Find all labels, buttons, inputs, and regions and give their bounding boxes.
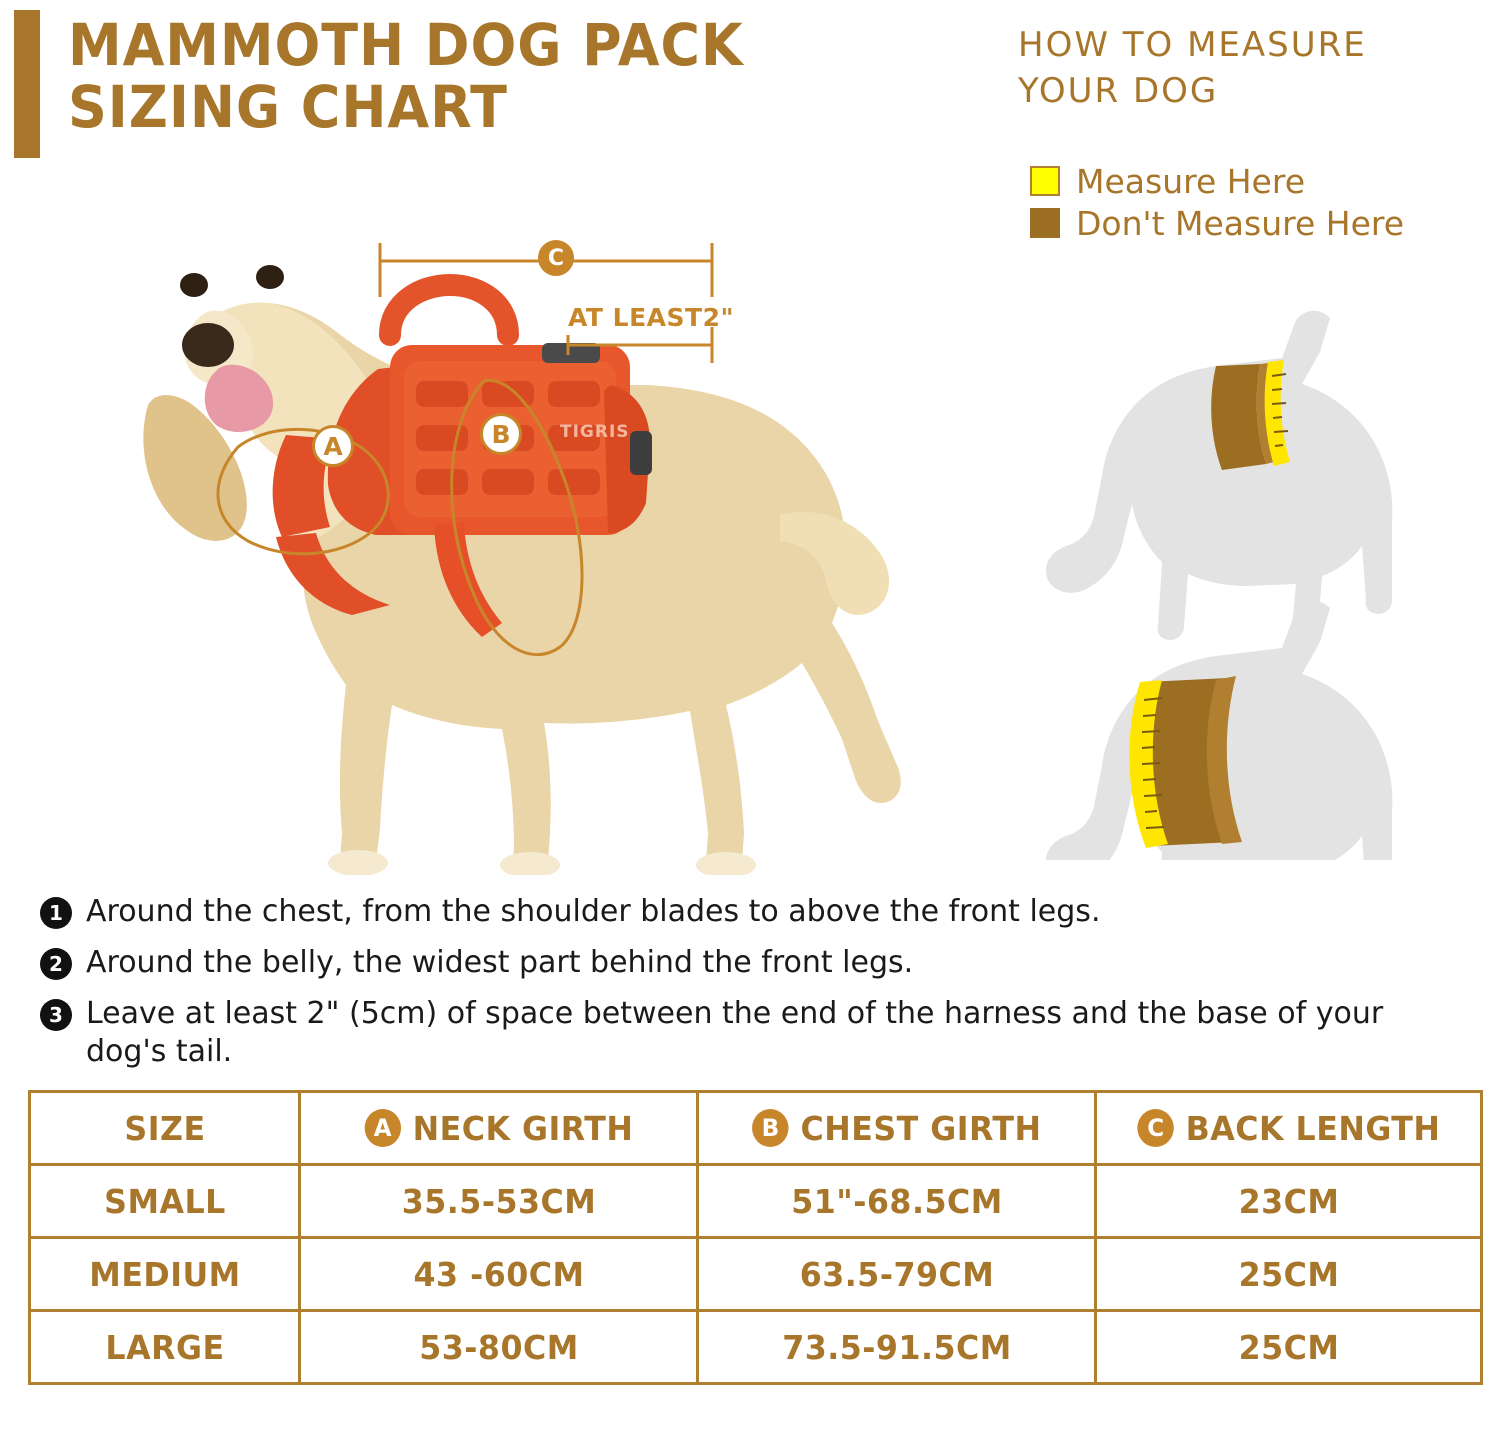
how-to-measure-line-2: YOUR DOG [1018, 71, 1219, 111]
header-neck-girth [307, 1092, 689, 1165]
cell-neck-large: 53-80CM [307, 1311, 689, 1384]
note-text-3: Leave at least 2" (5cm) of space between the end of the harness and the base of your dog's tail. [86, 996, 1384, 1069]
legend-label-measure: Measure Here [1076, 161, 1306, 201]
page-title-line-1: MAMMOTH DOG PACK [68, 11, 744, 79]
note-item-1 [40, 893, 1470, 931]
page-title-line-2: SIZING CHART [68, 73, 508, 141]
brown-swatch-icon [1030, 208, 1060, 238]
yellow-swatch-icon [1030, 166, 1060, 196]
cell-chest-large: 73.5-91.5CM [705, 1311, 1087, 1384]
note-text-2: Around the belly, the widest part behind the front legs. [86, 945, 914, 980]
table-row [30, 1238, 1482, 1311]
note-item-2 [40, 944, 1470, 982]
legend-item-dont-measure [1030, 202, 1404, 244]
badge-b-icon: B [752, 1109, 788, 1147]
cell-size-small: SMALL [35, 1165, 294, 1238]
header-size-label: SIZE [123, 1108, 206, 1148]
badge-a-icon: A [364, 1109, 400, 1147]
header-size [35, 1092, 294, 1165]
table-row [30, 1311, 1482, 1384]
measure-diagram-silhouettes [1020, 280, 1480, 860]
table-header-row [30, 1092, 1482, 1165]
badge-c-icon: C [1137, 1109, 1173, 1147]
how-to-measure-line-1: HOW TO MEASURE [1018, 25, 1367, 65]
note-text-1: Around the chest, from the shoulder blades to above the front legs. [86, 894, 1101, 929]
measurement-notes [40, 893, 1470, 1084]
header-neck-girth-label: NECK GIRTH [412, 1108, 633, 1148]
badge-b-chest: B [480, 413, 522, 455]
cell-neck-medium: 43 -60CM [307, 1238, 689, 1311]
legend-item-measure [1030, 160, 1404, 202]
cell-back-small: 23CM [1103, 1165, 1474, 1238]
header-back-length [1103, 1092, 1474, 1165]
title-accent-bar [14, 10, 40, 158]
svg-text:TIGRIS: TIGRIS [560, 422, 630, 442]
dog-photo-graphic [90, 185, 970, 875]
header-back-length-label: BACK LENGTH [1185, 1108, 1440, 1148]
dog-with-pack-illustration [90, 185, 970, 875]
note-item-3 [40, 995, 1470, 1071]
silhouette-neck-measure [1046, 311, 1392, 642]
cell-size-large: LARGE [35, 1311, 294, 1384]
page-title [68, 11, 868, 141]
size-table [28, 1090, 1483, 1385]
legend-label-dont-measure: Don't Measure Here [1076, 203, 1405, 243]
silhouette-graphics [1020, 280, 1480, 860]
note-number-1: 1 [40, 897, 72, 929]
note-number-2: 2 [40, 948, 72, 980]
cell-neck-small: 35.5-53CM [307, 1165, 689, 1238]
legend [1030, 160, 1404, 244]
cell-chest-medium: 63.5-79CM [705, 1238, 1087, 1311]
how-to-measure-heading [1018, 22, 1488, 114]
header-chest-girth-label: CHEST GIRTH [799, 1108, 1042, 1148]
cell-chest-small: 51"-68.5CM [705, 1165, 1087, 1238]
header-chest-girth [705, 1092, 1087, 1165]
table-row [30, 1165, 1482, 1238]
cell-size-medium: MEDIUM [35, 1238, 294, 1311]
badge-c-back: C [538, 240, 574, 276]
cell-back-large: 25CM [1103, 1311, 1474, 1384]
at-least-2-label: AT LEAST2" [568, 303, 734, 332]
silhouette-belly-measure [1046, 601, 1392, 860]
note-number-3: 3 [40, 999, 72, 1031]
badge-a-neck: A [312, 425, 354, 467]
cell-back-medium: 25CM [1103, 1238, 1474, 1311]
